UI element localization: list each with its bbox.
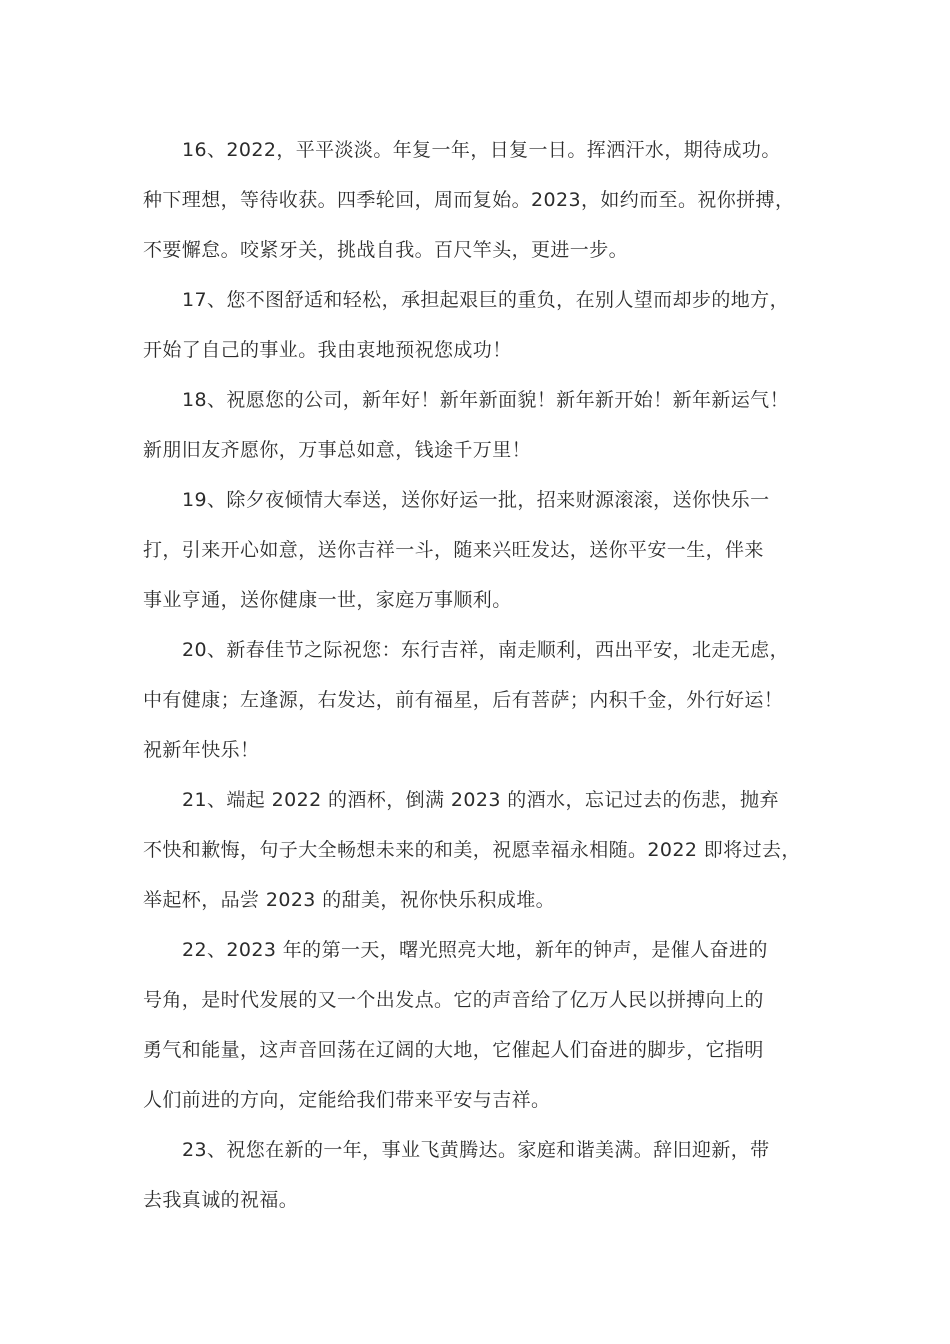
paragraph bbox=[143, 475, 818, 625]
text-line: 开始了自己的事业。我由衷地预祝您成功！ bbox=[143, 339, 512, 361]
paragraph bbox=[143, 125, 818, 275]
text-line: 事业亨通，送你健康一世，家庭万事顺利。 bbox=[143, 589, 512, 611]
text-line: 中有健康；左逢源，右发达，前有福星，后有菩萨；内积千金，外行好运！ bbox=[143, 689, 784, 711]
text-line: 新朋旧友齐愿你，万事总如意，钱途千万里！ bbox=[143, 439, 532, 461]
paragraph bbox=[143, 625, 818, 775]
text-line: 22、2023 年的第一天，曙光照亮大地，新年的钟声，是催人奋进的 bbox=[182, 939, 768, 961]
text-line: 17、您不图舒适和轻松，承担起艰巨的重负，在别人望而却步的地方， bbox=[182, 289, 789, 311]
paragraph bbox=[143, 925, 818, 1125]
text-line: 21、端起 2022 的酒杯，倒满 2023 的酒水，忘记过去的伤悲，抛弃 bbox=[182, 789, 779, 811]
text-line: 不快和歉悔，句子大全畅想未来的和美，祝愿幸福永相随。2022 即将过去， bbox=[143, 839, 801, 861]
text-line: 20、新春佳节之际祝您：东行吉祥，南走顺利，西出平安，北走无虑， bbox=[182, 639, 789, 661]
paragraph bbox=[143, 1125, 818, 1225]
text-line: 18、祝愿您的公司，新年好！新年新面貌！新年新开始！新年新运气！ bbox=[182, 389, 789, 411]
text-line: 23、祝您在新的一年，事业飞黄腾达。家庭和谐美满。辞旧迎新，带 bbox=[182, 1139, 770, 1161]
text-line: 种下理想，等待收获。四季轮回，周而复始。2023，如约而至。祝你拼搏， bbox=[143, 189, 795, 211]
text-line: 勇气和能量，这声音回荡在辽阔的大地，它催起人们奋进的脚步，它指明 bbox=[143, 1039, 764, 1061]
text-line: 人们前进的方向，定能给我们带来平安与吉祥。 bbox=[143, 1089, 551, 1111]
text-line: 19、除夕夜倾情大奉送，送你好运一批，招来财源滚滚，送你快乐一 bbox=[182, 489, 770, 511]
text-line: 去我真诚的祝福。 bbox=[143, 1189, 299, 1211]
text-line: 祝新年快乐！ bbox=[143, 739, 260, 761]
text-line: 举起杯，品尝 2023 的甜美，祝你快乐积成堆。 bbox=[143, 889, 556, 911]
text-line: 16、2022，平平淡淡。年复一年，日复一日。挥洒汗水，期待成功。 bbox=[182, 139, 781, 161]
paragraph bbox=[143, 275, 818, 375]
text-line: 打，引来开心如意，送你吉祥一斗，随来兴旺发达，送你平安一生，伴来 bbox=[143, 539, 764, 561]
document-body bbox=[143, 125, 818, 1225]
text-line: 号角，是时代发展的又一个出发点。它的声音给了亿万人民以拼搏向上的 bbox=[143, 989, 764, 1011]
paragraph bbox=[143, 375, 818, 475]
paragraph bbox=[143, 775, 818, 925]
text-line: 不要懈怠。咬紧牙关，挑战自我。百尺竿头，更进一步。 bbox=[143, 239, 629, 261]
